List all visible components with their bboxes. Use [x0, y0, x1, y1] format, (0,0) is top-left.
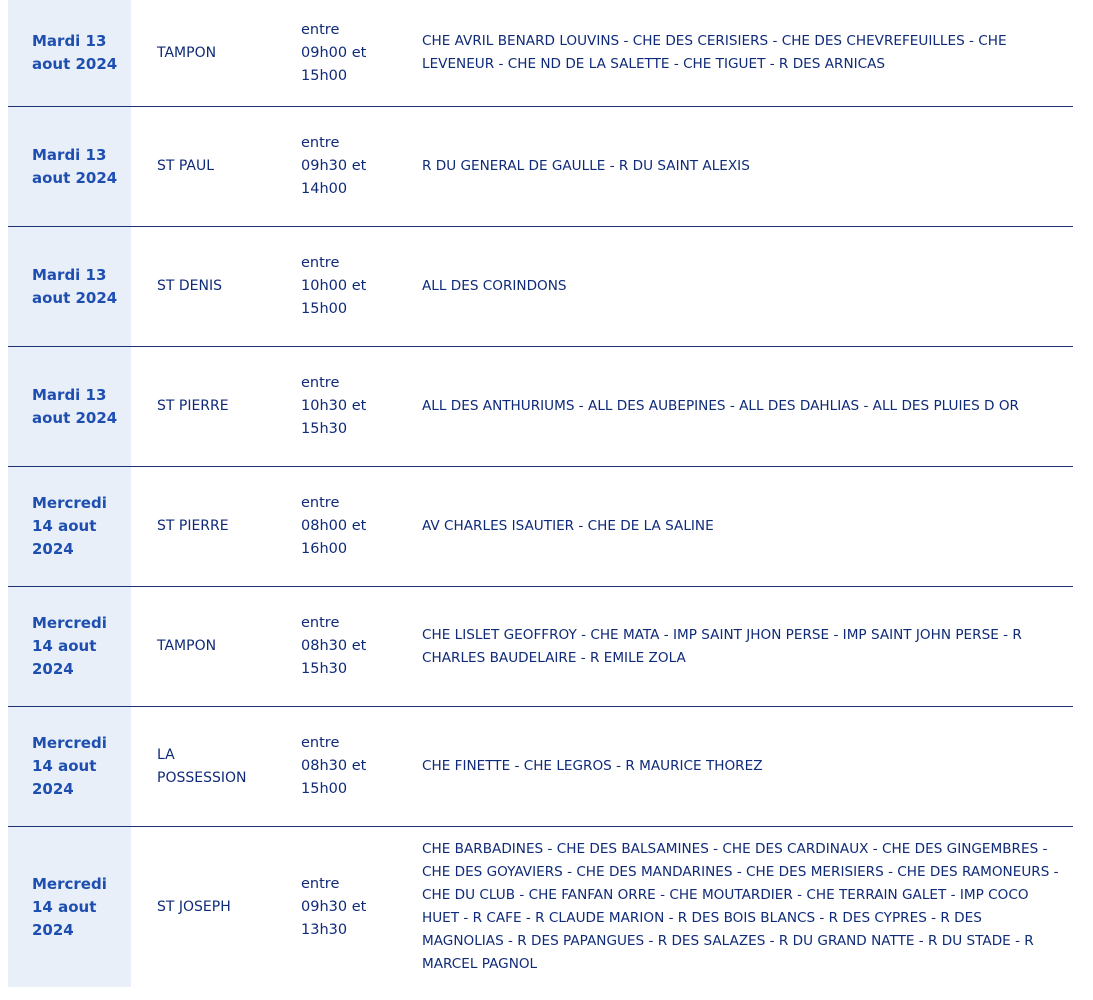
- date-text: Mercredi 14 aout 2024: [32, 614, 107, 678]
- table-row: [8, 227, 1073, 347]
- hours-text: entre 09h30 et 13h30: [301, 875, 367, 938]
- commune-text: ST PIERRE: [157, 518, 229, 534]
- date-text: Mardi 13 aout 2024: [32, 32, 118, 73]
- date-text: Mercredi 14 aout 2024: [32, 494, 107, 558]
- date-text: Mardi 13 aout 2024: [32, 145, 118, 187]
- streets-text: CHE BARBADINES - CHE DES BALSAMINES - CHE DES CARDINAUX - CHE DES GINGEMBRES - CHE DES GOYAVIERS - CHE DES MANDARINES - CHE DES MERISIERS - CHE DES RAMONEURS - CHE DU CLUB - CHE FANFAN ORRE - CHE MOUTARDIER - CHE TERRAIN GALET - IMP COCO HUET - R CAFE - R CLAUDE MARION - R DES BOIS BLANCS - R DES CYPRES - R DES MAGNOLIAS - R DES PAPANGUES - R DES SALAZES - R DU GRAND NATTE - R DU STADE - R MARCEL PAGNOL: [422, 841, 1059, 972]
- date-cell: [8, 827, 131, 987]
- commune-text: ST JOSEPH: [157, 898, 231, 915]
- commune-cell: [131, 107, 274, 226]
- hours-text: entre 08h00 et 16h00: [301, 495, 367, 557]
- commune-cell: [131, 227, 274, 346]
- streets-text: CHE AVRIL BENARD LOUVINS - CHE DES CERISIERS - CHE DES CHEVREFEUILLES - CHE LEVENEUR - CHE ND DE LA SALETTE - CHE TIGUET - R DES ARNICAS: [422, 33, 1007, 72]
- table-row: [8, 347, 1073, 467]
- hours-text: entre 09h00 et 15h00: [301, 21, 367, 84]
- hours-cell: [274, 707, 395, 826]
- commune-text: LA POSSESSION: [157, 746, 247, 786]
- date-text: Mardi 13 aout 2024: [32, 385, 118, 427]
- streets-cell: [395, 707, 1073, 826]
- date-cell: [8, 707, 131, 826]
- date-cell: [8, 347, 131, 466]
- date-text: Mardi 13 aout 2024: [32, 265, 118, 307]
- commune-cell: [131, 827, 274, 987]
- commune-text: ST PAUL: [157, 158, 215, 174]
- commune-cell: [131, 707, 274, 826]
- table-row: [8, 0, 1073, 107]
- commune-cell: [131, 467, 274, 586]
- commune-cell: [131, 587, 274, 706]
- commune-cell: [131, 0, 274, 106]
- date-cell: [8, 227, 131, 346]
- table-row: [8, 707, 1073, 827]
- commune-text: TAMPON: [157, 44, 217, 61]
- table-row: [8, 107, 1073, 227]
- streets-text: CHE LISLET GEOFFROY - CHE MATA - IMP SAINT JHON PERSE - IMP SAINT JOHN PERSE - R CHARLES BAUDELAIRE - R EMILE ZOLA: [422, 626, 1022, 666]
- hours-text: entre 09h30 et 14h00: [301, 135, 367, 197]
- table-row: [8, 827, 1073, 987]
- hours-cell: [274, 467, 395, 586]
- hours-text: entre 10h00 et 15h00: [301, 255, 367, 317]
- streets-text: R DU GENERAL DE GAULLE - R DU SAINT ALEXIS: [422, 158, 750, 174]
- streets-text: CHE FINETTE - CHE LEGROS - R MAURICE THOREZ: [422, 758, 763, 774]
- hours-cell: [274, 587, 395, 706]
- date-text: Mercredi 14 aout 2024: [32, 734, 107, 798]
- streets-cell: [395, 827, 1073, 987]
- streets-cell: [395, 467, 1073, 586]
- hours-cell: [274, 107, 395, 226]
- commune-text: ST PIERRE: [157, 398, 229, 414]
- hours-text: entre 10h30 et 15h30: [301, 375, 367, 437]
- date-cell: [8, 467, 131, 586]
- hours-cell: [274, 0, 395, 106]
- streets-cell: [395, 347, 1073, 466]
- date-cell: [8, 107, 131, 226]
- streets-text: ALL DES ANTHURIUMS - ALL DES AUBEPINES - ALL DES DAHLIAS - ALL DES PLUIES D OR: [422, 398, 1019, 414]
- table-row: [8, 467, 1073, 587]
- commune-text: TAMPON: [157, 638, 217, 654]
- hours-cell: [274, 347, 395, 466]
- hours-text: entre 08h30 et 15h00: [301, 735, 367, 797]
- table-row: [8, 587, 1073, 707]
- date-text: Mercredi 14 aout 2024: [32, 874, 107, 939]
- hours-cell: [274, 227, 395, 346]
- streets-cell: [395, 227, 1073, 346]
- streets-cell: [395, 107, 1073, 226]
- date-cell: [8, 0, 131, 106]
- hours-text: entre 08h30 et 15h30: [301, 615, 367, 677]
- commune-text: ST DENIS: [157, 278, 223, 294]
- outage-schedule-table: [8, 0, 1073, 987]
- streets-text: AV CHARLES ISAUTIER - CHE DE LA SALINE: [422, 518, 714, 534]
- commune-cell: [131, 347, 274, 466]
- streets-cell: [395, 587, 1073, 706]
- date-cell: [8, 587, 131, 706]
- hours-cell: [274, 827, 395, 987]
- streets-text: ALL DES CORINDONS: [422, 278, 567, 294]
- streets-cell: [395, 0, 1073, 106]
